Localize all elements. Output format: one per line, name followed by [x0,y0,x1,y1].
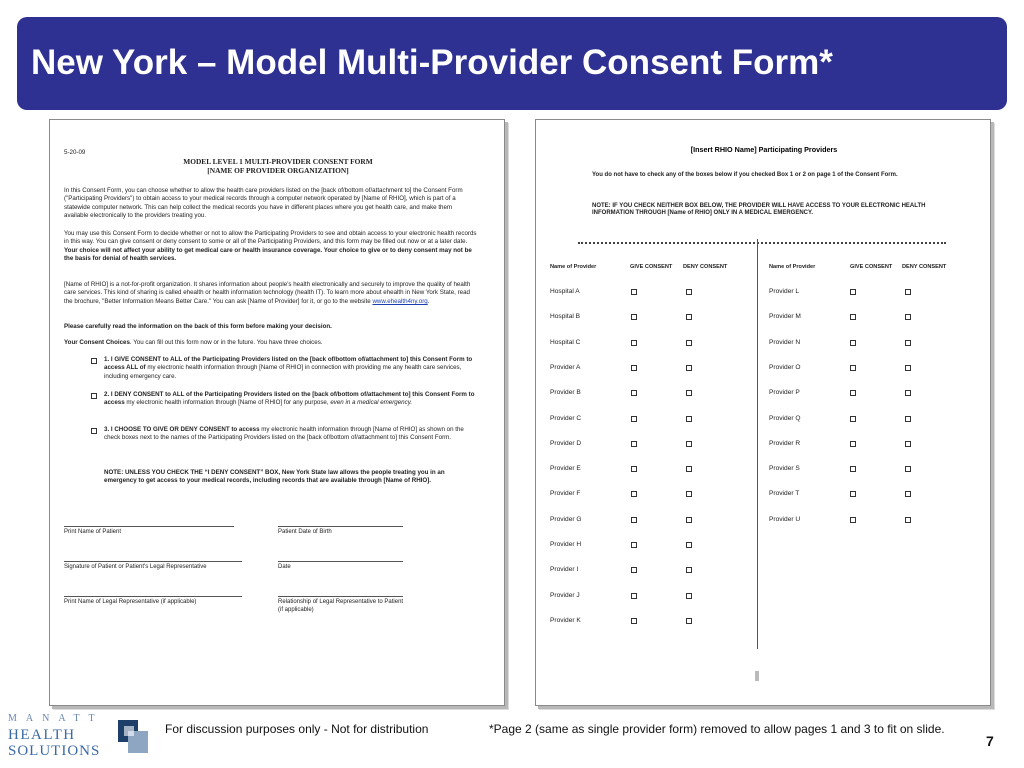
provider-name: Provider O [769,363,801,371]
give-consent-checkbox[interactable] [631,289,637,295]
provider-name: Provider L [769,288,800,295]
footer-disclaimer: For discussion purposes only - Not for distribution [165,722,429,736]
left-provider-row [550,288,740,298]
left-col-provider-header: Name of Provider [550,264,597,270]
give-consent-checkbox[interactable] [631,314,637,320]
emergency-note: NOTE: UNLESS YOU CHECK THE “I DENY CONSENT” BOX, New York State law allows the people treating you in an emergency to get access to your medical records, including records that are available through [Name of RHIO]. [104,469,445,485]
intro-paragraph: In this Consent Form, you can choose whether to allow the health care providers listed on the [back of/bottom of/attachment to] the Consent Form ("Participating Providers") to obtain access to your medical records through a computer network operated by [Name of RHIO], which is part of a statewide computer network. This can help collect the medical records you have in different places where you get health care, and make them available electronically to the providers treating you. [64,187,463,220]
right-col-give-header: GIVE CONSENT [850,264,893,270]
give-consent-checkbox[interactable] [631,365,637,371]
provider-name: Provider K [550,616,581,624]
provider-name: Provider U [769,515,801,523]
provider-name: Provider M [769,313,801,321]
left-provider-row [550,465,740,475]
provider-name: Provider N [769,338,801,346]
right-provider-row [769,490,959,500]
deny-consent-checkbox[interactable] [686,542,692,548]
footer-note: *Page 2 (same as single provider form) removed to allow pages 1 and 3 to fit on slide. [489,722,945,736]
slide-title: New York – Model Multi-Provider Consent Form* [31,43,833,82]
give-consent-checkbox[interactable] [850,340,856,346]
date-line[interactable] [278,561,403,562]
give-consent-checkbox[interactable] [631,466,637,472]
logo-square-overlap [124,726,134,736]
deny-consent-checkbox[interactable] [905,340,911,346]
left-provider-row [550,617,740,627]
patient-name-line[interactable] [64,526,234,527]
provider-name: Provider H [550,541,582,548]
left-provider-row [550,389,740,399]
provider-name: Provider T [769,490,800,498]
provider-name: Provider G [550,515,582,523]
slide-number: 7 [986,733,994,749]
deny-consent-checkbox[interactable] [686,441,692,447]
give-consent-checkbox[interactable] [631,416,637,422]
consent-choices-intro: Your Consent Choices. You can fill out this form now or in the future. You have three choices. [64,339,323,346]
left-provider-row [550,490,740,500]
patient-name-label: Print Name of Patient [64,529,122,535]
deny-consent-checkbox[interactable] [686,365,692,371]
manatt-logo [8,713,148,763]
title-bar [17,17,1007,110]
right-provider-row [769,440,959,450]
left-provider-row [550,339,740,349]
provider-name: Provider F [550,490,581,498]
deny-consent-checkbox[interactable] [905,416,911,422]
date-label: Date [278,564,291,570]
usage-paragraph: You may use this Consent Form to decide whether or not to allow the Participating Providers to see and obtain access to your electronic health records in this way. You can give consent or deny consent to some or all of the Participating Providers, and this form may be filled out now or at a later date. Your choice will not affect your ability to get medical care or health insurance coverage. Your choice to give or to deny consent may not be the basis for denial of health services. [64,230,477,263]
left-col-give-header: GIVE CONSENT [630,264,673,270]
right-provider-row [769,339,959,349]
logo-line-2: HEALTH [8,727,76,743]
form-date: 5-20-09 [64,149,86,156]
give-consent-checkbox[interactable] [631,491,637,497]
give-consent-checkbox[interactable] [631,340,637,346]
provider-name: Provider C [550,414,582,422]
option2-checkbox[interactable] [91,393,97,399]
representative-name-line[interactable] [64,596,242,597]
right-provider-row [769,389,959,399]
representative-name-label: Print Name of Legal Representative (if applicable) [64,599,197,605]
right-provider-row [769,415,959,425]
give-consent-checkbox[interactable] [631,542,637,548]
deny-consent-checkbox[interactable] [686,517,692,523]
birth-date-line[interactable] [278,526,403,527]
deny-consent-checkbox[interactable] [686,416,692,422]
left-provider-row [550,415,740,425]
deny-consent-checkbox[interactable] [905,441,911,447]
deny-consent-checkbox[interactable] [686,390,692,396]
providers-title: [Insert RHIO Name] Participating Providers [690,145,838,154]
right-col-provider-header: Name of Provider [769,264,816,270]
deny-consent-checkbox[interactable] [905,314,911,320]
deny-consent-checkbox[interactable] [905,289,911,295]
give-consent-checkbox[interactable] [850,390,856,396]
give-consent-checkbox[interactable] [631,567,637,573]
form-heading: MODEL LEVEL 1 MULTI-PROVIDER CONSENT FORM [183,157,373,166]
form-subheading: [NAME OF PROVIDER ORGANIZATION] [207,166,349,175]
left-provider-row [550,516,740,526]
provider-name: Provider Q [769,414,801,422]
right-provider-row [769,364,959,374]
deny-consent-checkbox[interactable] [686,567,692,573]
logo-line-1: MANATT [8,713,104,724]
provider-name: Hospital B [550,313,581,321]
give-consent-checkbox[interactable] [631,517,637,523]
consent-form-page-1 [49,119,505,706]
provider-name: Provider E [550,465,581,473]
option3-checkbox[interactable] [91,428,97,434]
give-consent-checkbox[interactable] [850,491,856,497]
give-consent-checkbox[interactable] [850,314,856,320]
column-divider-stub [755,671,759,681]
provider-name: Hospital A [550,288,580,295]
provider-name: Provider R [769,439,801,447]
give-consent-checkbox[interactable] [850,466,856,472]
signature-label: Signature of Patient or Patient's Legal Representative [64,564,207,570]
give-consent-checkbox[interactable] [850,289,856,295]
give-consent-checkbox[interactable] [631,441,637,447]
left-provider-row [550,364,740,374]
relationship-line[interactable] [278,596,403,597]
left-provider-row [550,541,740,551]
provider-name: Hospital C [550,338,581,346]
deny-consent-checkbox[interactable] [686,593,692,599]
provider-name: Provider A [550,363,581,371]
birth-date-label: Patient Date of Birth [278,529,332,535]
column-divider [757,239,758,649]
deny-consent-checkbox[interactable] [905,466,911,472]
deny-consent-checkbox[interactable] [686,466,692,472]
provider-name: Provider D [550,439,582,447]
deny-consent-checkbox[interactable] [905,517,911,523]
provider-name: Provider P [769,389,800,397]
give-consent-checkbox[interactable] [631,593,637,599]
right-provider-row [769,288,959,298]
give-consent-checkbox[interactable] [850,365,856,371]
deny-consent-checkbox[interactable] [905,365,911,371]
right-provider-row [769,516,959,526]
consent-form-page-3 [535,119,991,706]
ehealth-link[interactable]: www.ehealth4ny.org [372,297,428,305]
deny-consent-checkbox[interactable] [686,289,692,295]
signature-line[interactable] [64,561,242,562]
deny-consent-checkbox[interactable] [905,491,911,497]
deny-consent-checkbox[interactable] [686,618,692,624]
give-consent-checkbox[interactable] [631,390,637,396]
left-col-deny-header: DENY CONSENT [683,264,728,270]
option1-checkbox[interactable] [91,358,97,364]
option3-text: 3. I CHOOSE TO GIVE OR DENY CONSENT to access my electronic health information through [Name of RHIO] as shown on the check boxes next to the names of the Participating Providers listed on the [back of/bottom of/attachment to] this Consent Form. [104,426,464,442]
deny-consent-checkbox[interactable] [686,340,692,346]
relationship-label: Relationship of Legal Representative to Patient (if applicable) [278,599,404,613]
right-col-deny-header: DENY CONSENT [902,264,947,270]
provider-name: Provider I [550,566,579,574]
give-consent-checkbox[interactable] [850,416,856,422]
give-consent-checkbox[interactable] [850,441,856,447]
logo-line-3: SOLUTIONS [8,743,101,759]
left-provider-row [550,592,740,602]
dotted-divider [578,242,946,244]
rhio-paragraph: [Name of RHIO] is a not-for-profit organization. It shares information about people's health electronically and securely to improve the quality of health care services. This kind of sharing is called ehealth or health information technology (health IT). To learn more about ehealth in New York State, read the brochure, "Better Information Means Better Care." You can ask [Name of Provider] for it, or go to the website www.ehealth4ny.org. [64,281,471,305]
option2-text: 2. I DENY CONSENT to ALL of the Participating Providers listed on the [back of/bottom of/attachment to] this Consent Form to access my electronic health information through [Name of RHIO] for any purpose, even in a medical emergency. [104,391,475,407]
left-provider-row [550,566,740,576]
give-consent-checkbox[interactable] [631,618,637,624]
left-provider-row [550,440,740,450]
deny-consent-checkbox[interactable] [686,314,692,320]
providers-note-1: You do not have to check any of the boxes below if you checked Box 1 or 2 on page 1 of the Consent Form. [592,172,898,178]
provider-name: Provider B [550,389,581,397]
left-provider-row [550,313,740,323]
read-carefully-text: Please carefully read the information on the back of this form before making your decision. [64,323,332,330]
deny-consent-checkbox[interactable] [686,491,692,497]
provider-name: Provider S [769,465,800,473]
option1-text: 1. I GIVE CONSENT to ALL of the Participating Providers listed on the [back of/bottom of/attachment to] this Consent Form to access ALL of my electronic health information through [Name of RHIO] in connection with providing me any health care services, including emergency care. [104,356,473,380]
give-consent-checkbox[interactable] [850,517,856,523]
provider-name: Provider J [550,591,580,599]
providers-note-2: NOTE: IF YOU CHECK NEITHER BOX BELOW, THE PROVIDER WILL HAVE ACCESS TO YOUR ELECTRONIC HEALTH INFORMATION THROUGH [Name of RHIO] ONLY IN A MEDICAL EMERGENCY. [592,203,926,217]
right-provider-row [769,313,959,323]
right-provider-row [769,465,959,475]
deny-consent-checkbox[interactable] [905,390,911,396]
